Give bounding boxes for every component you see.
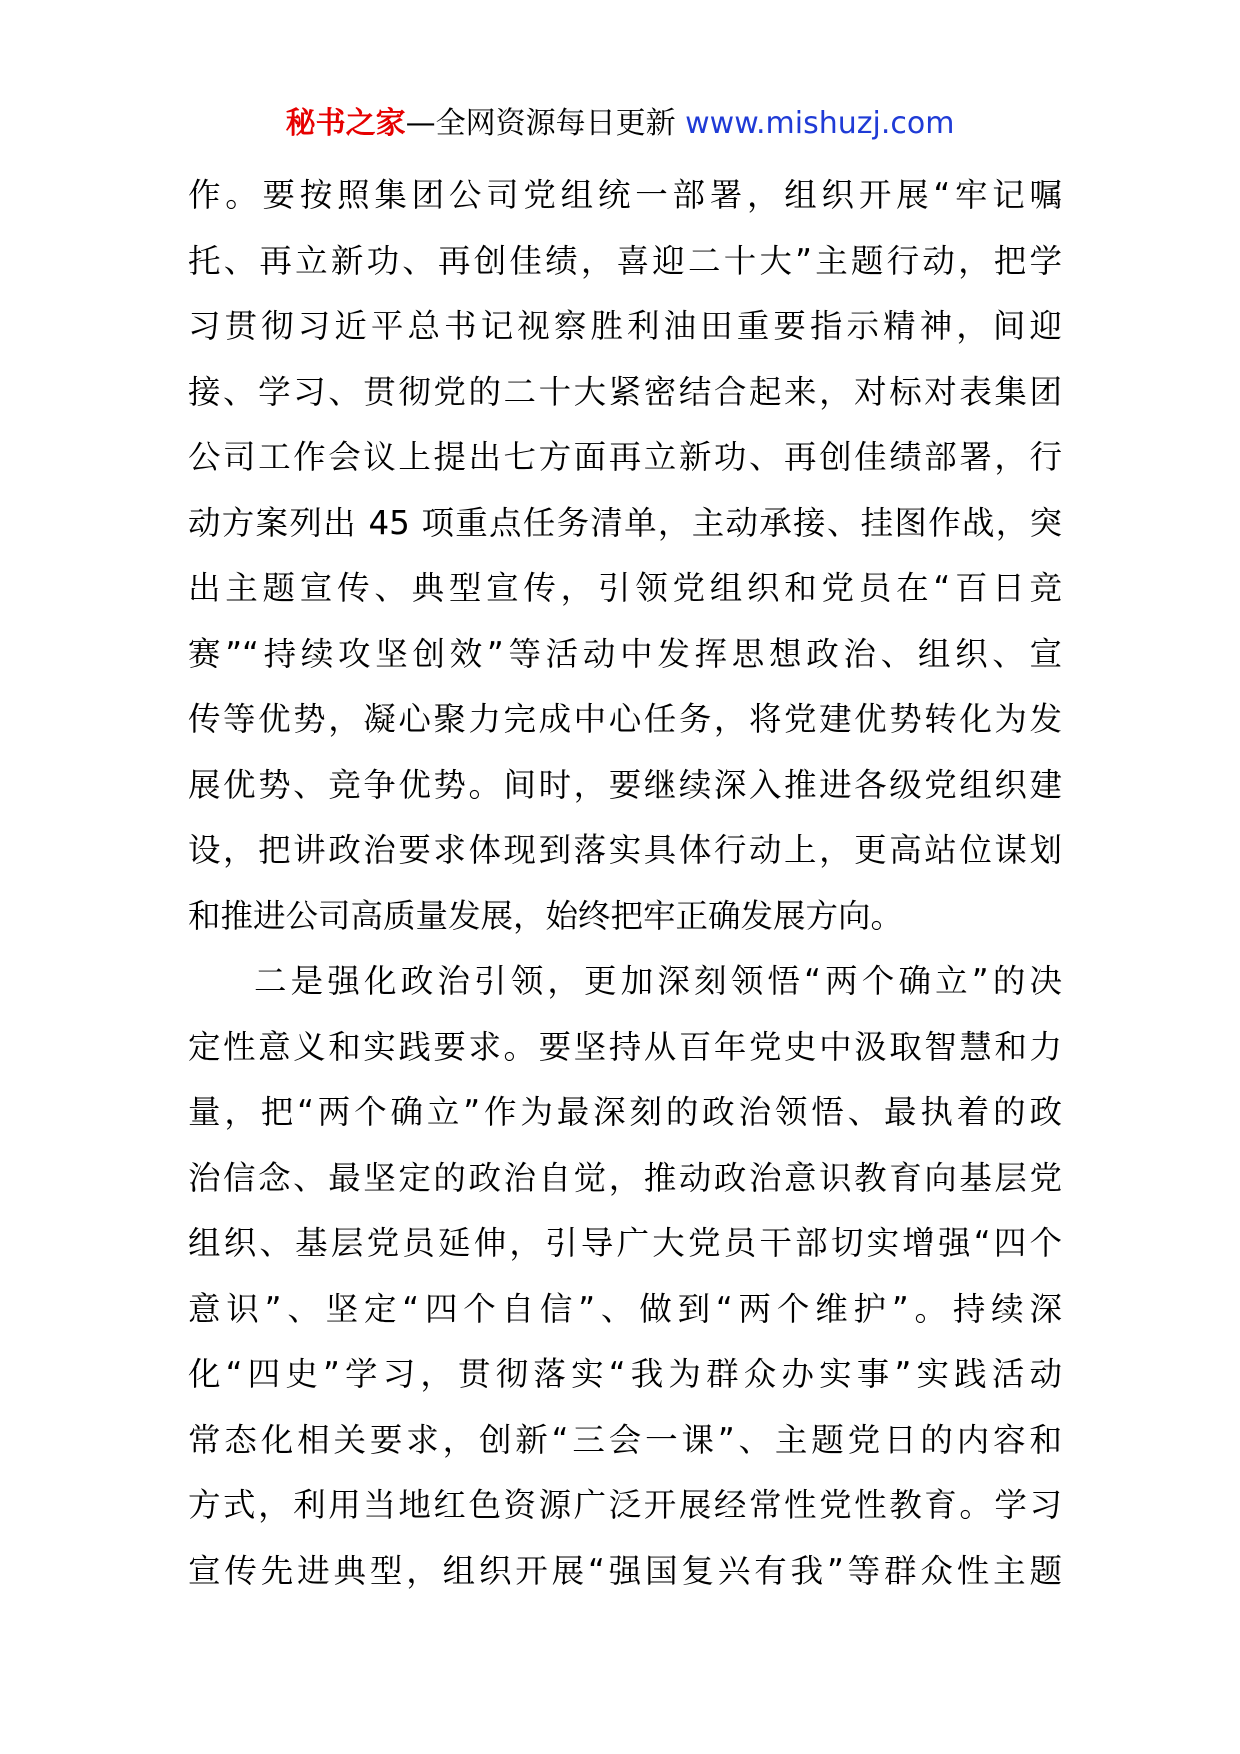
text-line: 意识”、坚定“四个自信”、做到“两个维护”。持续深 xyxy=(188,1289,1062,1328)
text-line: 赛”“持续攻坚创效”等活动中发挥思想政治、组织、宣 xyxy=(188,634,1062,673)
brand-name: 秘书之家 xyxy=(285,106,406,141)
text-line: 设，把讲政治要求体现到落实具体行动上，更高站位谋划 xyxy=(188,831,1062,869)
text-line: 接、学习、贯彻党的二十大紧密结合起来，对标对表集团 xyxy=(188,372,1062,411)
text-line: 化“四史”学习，贯彻落实“我为群众办实事”实践活动 xyxy=(188,1355,1062,1393)
text-line: 组织、基层党员延伸，引导广大党员干部切实增强“四个 xyxy=(188,1224,1062,1262)
text-line: 方式，利用当地红色资源广泛开展经常性党性教育。学习 xyxy=(188,1486,1062,1524)
document-body xyxy=(188,163,1062,1604)
text-line: 治信念、最坚定的政治自觉，推动政治意识教育向基层党 xyxy=(188,1158,1062,1197)
text-line: 定性意义和实践要求。要坚持从百年党史中汲取智慧和力 xyxy=(188,1027,1062,1066)
site-header xyxy=(0,102,1240,146)
text-line: 作。要按照集团公司党组统一部署，组织开展“牢记嘱 xyxy=(188,176,1062,214)
site-url[interactable]: www.mishuzj.com xyxy=(685,106,955,141)
text-line: 宣传先进典型，组织开展“强国复兴有我”等群众性主题 xyxy=(188,1551,1062,1590)
header-tagline: —全网资源每日更新 xyxy=(405,106,676,141)
text-line: 展优势、竞争优势。间时，要继续深入推进各级党组织建 xyxy=(188,765,1062,804)
text-line: 动方案列出 45 项重点任务清单，主动承接、挂图作战，突 xyxy=(188,503,1062,542)
text-line: 常态化相关要求，创新“三会一课”、主题党日的内容和 xyxy=(188,1420,1062,1459)
text-line: 和推进公司高质量发展，始终把牢正确发展方向。 xyxy=(188,896,904,935)
text-line: 出主题宣传、典型宣传，引领党组织和党员在“百日竞 xyxy=(188,569,1062,607)
text-line: 托、再立新功、再创佳绩，喜迎二十大”主题行动，把学 xyxy=(188,241,1062,280)
text-line: 公司工作会议上提出七方面再立新功、再创佳绩部署，行 xyxy=(188,438,1062,476)
text-line: 量，把“两个确立”作为最深刻的政治领悟、最执着的政 xyxy=(188,1093,1062,1131)
text-line: 习贯彻习近平总书记视察胜利油田重要指示精神，间迎 xyxy=(188,307,1062,345)
text-line: 传等优势，凝心聚力完成中心任务，将党建优势转化为发 xyxy=(188,700,1062,738)
text-line: 二是强化政治引领，更加深刻领悟“两个确立”的决 xyxy=(254,962,1062,1000)
